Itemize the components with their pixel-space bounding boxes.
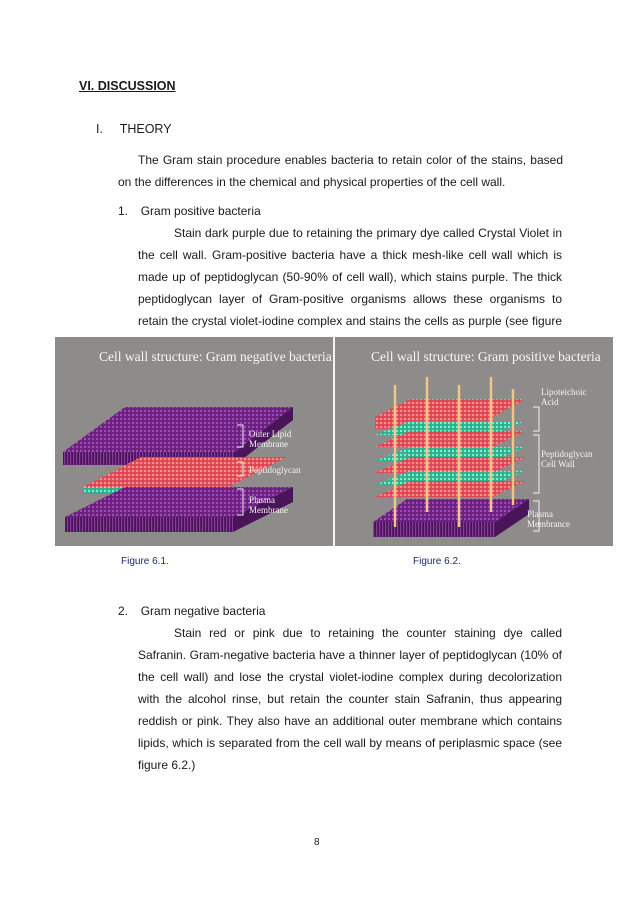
label-outer-lipid: Outer Lipid: [249, 429, 292, 439]
list-item-number: 1.: [118, 204, 129, 218]
label-peptidoglycan-left: Peptidoglycan: [249, 465, 301, 475]
section-title: VI. DISCUSSION: [79, 79, 176, 93]
label-membrance: Membrance: [527, 519, 570, 529]
figure-caption-2: Figure 6.2.: [413, 556, 461, 567]
label-plasma-right: Plasma: [527, 509, 553, 519]
label-lipoteichoic: Lipoteichoic: [541, 387, 587, 397]
gram-positive-text: Stain dark purple due to retaining the primary dye called Crystal Violet in the cell wall. Gram-positive bacteria have a thick mesh-like cell wall which is made up of peptidoglycan (50-90% of cell wall), which stains purple. The thick peptidoglycan layer of Gram-positive organisms allows these organisms to retain the crystal violet-iodine complex and stains the cells as purple (see figure: [138, 226, 562, 328]
figure-left-title: Cell wall structure: Gram negative bacteria: [99, 349, 332, 364]
label-acid: Acid: [541, 397, 559, 407]
page-number: 8: [314, 837, 320, 848]
list-item-heading: [118, 604, 265, 618]
label-cell-wall: Cell Wall: [541, 459, 575, 469]
subsection-heading: [96, 122, 172, 136]
label-membrane-2: Membrane: [249, 505, 288, 515]
gram-negative-text: Stain red or pink due to retaining the counter staining dye called Safranin. Gram-negative bacteria have a thinner layer of peptidoglycan (10% of the cell wall) and lose the crystal violet-iodine complex during decolorization with the alcohol rinse, but retain the counter stain Safranin, thus appearing reddish or pink. They also have an additional outer membrane which contains lipids, which is separated from the cell wall by means of periplasmic space (see figure 6.2.): [138, 626, 562, 772]
list-item-title: Gram negative bacteria: [140, 604, 266, 618]
figure-divider: [333, 337, 335, 546]
figure-right-title: Cell wall structure: Gram positive bacteria: [371, 349, 601, 364]
cell-wall-figure: [55, 337, 613, 546]
figure-caption-1: Figure 6.1.: [121, 556, 169, 567]
list-item-number: 2.: [118, 604, 129, 618]
list-item-title: Gram positive bacteria: [140, 204, 261, 218]
list-item-heading: [118, 204, 261, 218]
label-plasma: Plasma: [249, 495, 275, 505]
subsection-number: I.: [96, 122, 103, 136]
gram-positive-paragraph: [138, 222, 562, 354]
label-membrane-1: Membrane: [249, 439, 288, 449]
intro-paragraph-text: The Gram stain procedure enables bacteria to retain color of the stains, based on the differences in the chemical and physical properties of the cell wall.: [118, 153, 563, 189]
label-peptidoglycan-right: Peptidoglycan: [541, 449, 593, 459]
gram-positive-diagram: [373, 377, 539, 537]
gram-negative-paragraph: [138, 622, 562, 776]
subsection-title: THEORY: [119, 122, 172, 136]
intro-paragraph: [118, 149, 563, 193]
